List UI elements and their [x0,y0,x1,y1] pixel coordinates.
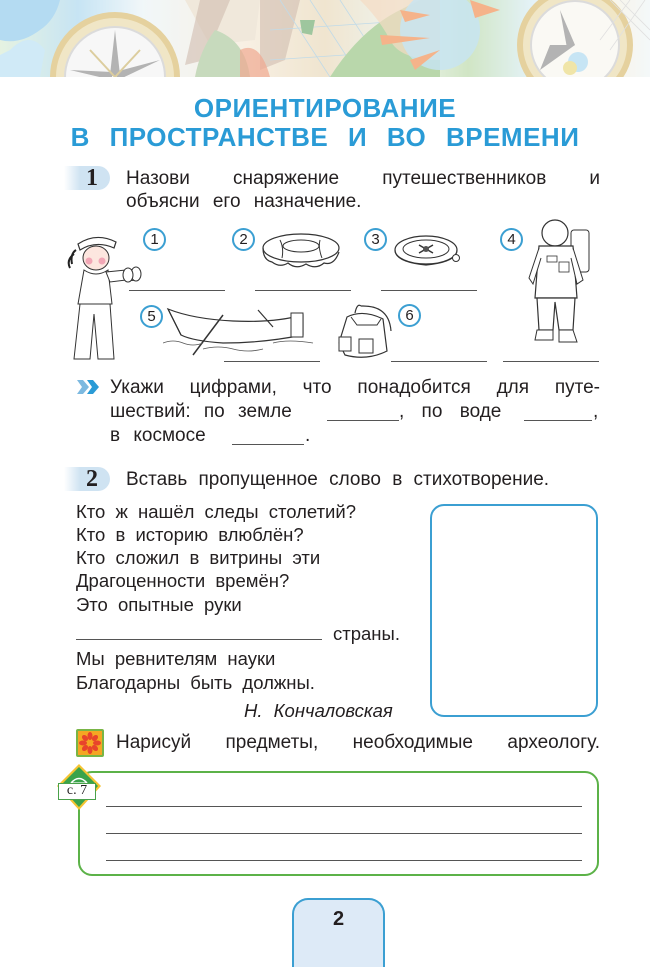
subtask-line3-part1: в космосе [110,425,206,446]
page-title-line1: ОРИЕНТИРОВАНИЕ [193,93,457,123]
item5-answer-line[interactable] [224,361,320,362]
poem-line-4: Драгоценности времён? [76,570,290,591]
subtask-line2-part3: , [593,401,599,422]
item3-answer-line[interactable] [381,290,477,291]
page-title-line2: В ПРОСТРАНСТВЕ И ВО ВРЕМЕНИ [70,122,580,152]
task2-prompt: Вставь пропущенное слово в стихотворение. [126,469,550,490]
subtask-line2-part1: шествий: по земле [110,401,292,422]
poem-author: Н. Кончаловская [244,700,393,721]
spacesuit-icon [525,218,601,348]
banner-overlay [0,0,650,77]
task-number-badge-2: 2 [64,467,110,491]
task3-line-2[interactable] [106,833,582,834]
flower-icon [76,729,104,757]
land-answer-blank[interactable] [327,420,399,421]
task3-prompt: Нарисуй предметы, необходимые археологу. [116,732,600,753]
page-number-tab [292,898,385,967]
item4-answer-line[interactable] [503,361,599,362]
subtask-line1: Укажи цифрами, что понадобится для путе- [110,377,600,398]
item-number-5: 5 [140,305,163,328]
header-illustration [0,0,650,77]
missing-word-blank[interactable] [76,639,322,640]
item-number-1: 1 [143,228,166,251]
space-answer-blank[interactable] [232,444,304,445]
subtask-line2-part2: , по воде [399,401,502,422]
backpack-icon [337,303,397,361]
poem-line-6: страны. [333,623,400,644]
poem-line-2: Кто в историю влюблён? [76,524,304,545]
poem-line-1: Кто ж нашёл следы столетий? [76,501,357,522]
item1-answer-line[interactable] [129,290,225,291]
task3-line-1[interactable] [106,806,582,807]
boat-icon [163,305,315,357]
subtask-line3-part2: . [305,425,311,446]
poem-line-8: Благодарны быть должны. [76,672,315,693]
double-arrow-icon [77,380,101,394]
task1-prompt-line2: объясни его назначение. [126,191,362,212]
item-number-6: 6 [398,304,421,327]
page-number: 2 [332,908,345,930]
item2-answer-line[interactable] [255,290,351,291]
poem-line-5: Это опытные руки [76,594,242,615]
drawing-box-task2[interactable] [430,504,598,717]
poem-line-3: Кто сложил в витрины эти [76,547,321,568]
item-number-2: 2 [232,228,255,251]
sailor-binoculars-illustration [66,224,146,364]
life-ring-icon [260,230,342,272]
task-number-badge-1: 1 [64,166,110,190]
item-number-3: 3 [364,228,387,251]
poem-line-7: Мы ревнителям науки [76,648,276,669]
compass-icon [393,230,461,272]
task3-line-3[interactable] [106,860,582,861]
item6-answer-line[interactable] [391,361,487,362]
task1-prompt-line1: Назови снаряжение путешественников и [126,168,601,189]
water-answer-blank[interactable] [524,420,592,421]
textbook-page-reference: с. 7 [58,783,96,800]
item-number-4: 4 [500,228,523,251]
